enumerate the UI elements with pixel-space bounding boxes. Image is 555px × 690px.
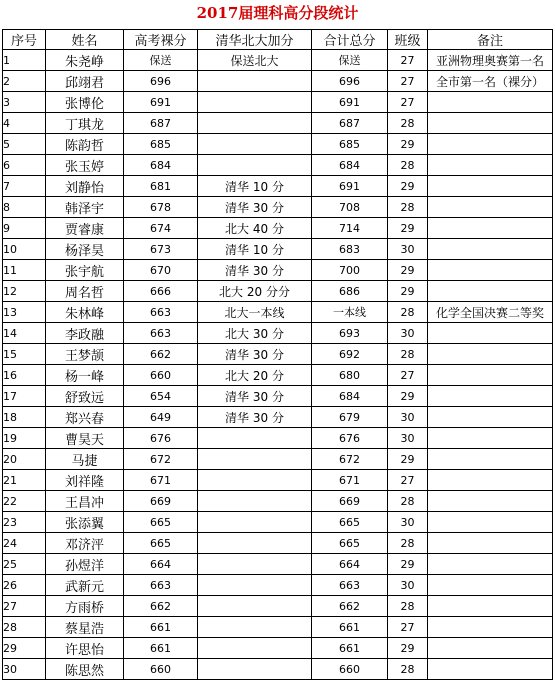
cell-class: 29: [388, 554, 428, 575]
cell-index: 23: [3, 512, 46, 533]
table-row: [3, 428, 553, 449]
cell-raw-score: 673: [124, 239, 198, 260]
cell-name: 朱尧峥: [46, 50, 124, 71]
cell-class: 27: [388, 92, 428, 113]
cell-class: 28: [388, 302, 428, 323]
cell-total: 保送: [312, 50, 388, 71]
cell-name: 杨一峰: [46, 365, 124, 386]
cell-index: 12: [3, 281, 46, 302]
cell-bonus: 清华 30 分: [198, 197, 312, 218]
table-row: [3, 71, 553, 92]
cell-notes: [428, 239, 553, 260]
cell-raw-score: 654: [124, 386, 198, 407]
cell-name: 邱翊君: [46, 71, 124, 92]
table-row: [3, 260, 553, 281]
cell-bonus: 清华 30 分: [198, 260, 312, 281]
cell-index: 1: [3, 50, 46, 71]
cell-class: 27: [388, 365, 428, 386]
cell-raw-score: 684: [124, 155, 198, 176]
cell-bonus: [198, 155, 312, 176]
cell-class: 29: [388, 638, 428, 659]
cell-index: 14: [3, 323, 46, 344]
cell-raw-score: 696: [124, 71, 198, 92]
cell-notes: [428, 470, 553, 491]
table-row: [3, 218, 553, 239]
cell-raw-score: 662: [124, 596, 198, 617]
cell-name: 陈思然: [46, 659, 124, 680]
cell-bonus: [198, 617, 312, 638]
cell-raw-score: 663: [124, 575, 198, 596]
cell-notes: [428, 92, 553, 113]
cell-index: 25: [3, 554, 46, 575]
cell-notes: [428, 554, 553, 575]
cell-raw-score: 661: [124, 617, 198, 638]
cell-total: 680: [312, 365, 388, 386]
cell-class: 29: [388, 176, 428, 197]
cell-name: 邓济泙: [46, 533, 124, 554]
cell-class: 27: [388, 470, 428, 491]
table-row: [3, 386, 553, 407]
cell-class: 30: [388, 428, 428, 449]
cell-total: 696: [312, 71, 388, 92]
cell-name: 丁琪龙: [46, 113, 124, 134]
cell-bonus: 清华 30 分: [198, 344, 312, 365]
cell-class: 27: [388, 50, 428, 71]
cell-name: 张玉婷: [46, 155, 124, 176]
cell-index: 29: [3, 638, 46, 659]
table-row: [3, 638, 553, 659]
cell-bonus: 北大一本线: [198, 302, 312, 323]
cell-name: 杨泽昊: [46, 239, 124, 260]
header-row: [3, 30, 553, 50]
table-header: [3, 30, 553, 50]
cell-bonus: [198, 512, 312, 533]
cell-index: 18: [3, 407, 46, 428]
table-row: [3, 92, 553, 113]
cell-class: 30: [388, 323, 428, 344]
cell-name: 张博伦: [46, 92, 124, 113]
cell-total: 684: [312, 386, 388, 407]
cell-raw-score: 669: [124, 491, 198, 512]
score-table: [2, 29, 553, 680]
cell-notes: [428, 176, 553, 197]
cell-notes: 化学全国决赛二等奖: [428, 302, 553, 323]
cell-index: 19: [3, 428, 46, 449]
cell-name: 武新元: [46, 575, 124, 596]
table-row: [3, 365, 553, 386]
cell-name: 陈韵哲: [46, 134, 124, 155]
cell-total: 665: [312, 512, 388, 533]
cell-notes: [428, 638, 553, 659]
cell-total: 685: [312, 134, 388, 155]
cell-bonus: [198, 533, 312, 554]
cell-raw-score: 662: [124, 344, 198, 365]
cell-raw-score: 664: [124, 554, 198, 575]
cell-raw-score: 666: [124, 281, 198, 302]
cell-notes: [428, 323, 553, 344]
cell-total: 714: [312, 218, 388, 239]
cell-name: 孙煜洋: [46, 554, 124, 575]
cell-notes: [428, 113, 553, 134]
cell-class: 28: [388, 659, 428, 680]
cell-name: 舒致远: [46, 386, 124, 407]
cell-name: 刘静怡: [46, 176, 124, 197]
cell-notes: [428, 575, 553, 596]
cell-notes: 亚洲物理奥赛第一名: [428, 50, 553, 71]
cell-raw-score: 660: [124, 365, 198, 386]
cell-total: 693: [312, 323, 388, 344]
table-row: [3, 659, 553, 680]
cell-total: 708: [312, 197, 388, 218]
cell-total: 692: [312, 344, 388, 365]
cell-bonus: 清华 30 分: [198, 407, 312, 428]
cell-raw-score: 665: [124, 533, 198, 554]
cell-bonus: [198, 554, 312, 575]
cell-name: 朱林峰: [46, 302, 124, 323]
cell-class: 28: [388, 533, 428, 554]
cell-bonus: 北大 20 分: [198, 365, 312, 386]
header-class: 班级: [388, 30, 428, 50]
cell-total: 665: [312, 533, 388, 554]
cell-index: 16: [3, 365, 46, 386]
cell-raw-score: 649: [124, 407, 198, 428]
cell-bonus: 清华 10 分: [198, 239, 312, 260]
cell-name: 马捷: [46, 449, 124, 470]
cell-notes: [428, 134, 553, 155]
cell-index: 24: [3, 533, 46, 554]
cell-total: 684: [312, 155, 388, 176]
cell-notes: [428, 428, 553, 449]
cell-class: 28: [388, 113, 428, 134]
cell-class: 27: [388, 71, 428, 92]
cell-total: 661: [312, 638, 388, 659]
cell-class: 30: [388, 407, 428, 428]
cell-notes: [428, 218, 553, 239]
cell-index: 7: [3, 176, 46, 197]
cell-class: 29: [388, 218, 428, 239]
cell-notes: [428, 659, 553, 680]
cell-total: 671: [312, 470, 388, 491]
cell-bonus: [198, 659, 312, 680]
cell-index: 2: [3, 71, 46, 92]
cell-bonus: 清华 30 分: [198, 386, 312, 407]
cell-total: 664: [312, 554, 388, 575]
cell-total: 669: [312, 491, 388, 512]
table-row: [3, 491, 553, 512]
cell-total: 686: [312, 281, 388, 302]
table-row: [3, 575, 553, 596]
header-total: 合计总分: [312, 30, 388, 50]
cell-notes: [428, 197, 553, 218]
cell-bonus: [198, 596, 312, 617]
cell-bonus: 北大 30 分: [198, 323, 312, 344]
cell-index: 13: [3, 302, 46, 323]
cell-class: 29: [388, 281, 428, 302]
cell-class: 28: [388, 344, 428, 365]
cell-total: 691: [312, 92, 388, 113]
table-row: [3, 176, 553, 197]
cell-class: 28: [388, 197, 428, 218]
header-raw-score: 高考裸分: [124, 30, 198, 50]
cell-index: 8: [3, 197, 46, 218]
cell-raw-score: 660: [124, 659, 198, 680]
cell-name: 曹昊天: [46, 428, 124, 449]
cell-total: 一本线: [312, 302, 388, 323]
table-body: [3, 50, 553, 680]
cell-name: 张添翼: [46, 512, 124, 533]
cell-notes: [428, 365, 553, 386]
cell-index: 11: [3, 260, 46, 281]
table-row: [3, 407, 553, 428]
cell-bonus: [198, 449, 312, 470]
cell-class: 28: [388, 596, 428, 617]
table-row: [3, 323, 553, 344]
cell-name: 刘祥隆: [46, 470, 124, 491]
cell-class: 27: [388, 617, 428, 638]
cell-index: 27: [3, 596, 46, 617]
cell-bonus: [198, 428, 312, 449]
cell-bonus: 保送北大: [198, 50, 312, 71]
cell-name: 蔡星浩: [46, 617, 124, 638]
cell-class: 28: [388, 155, 428, 176]
cell-index: 15: [3, 344, 46, 365]
cell-raw-score: 670: [124, 260, 198, 281]
cell-raw-score: 674: [124, 218, 198, 239]
cell-class: 29: [388, 386, 428, 407]
cell-index: 9: [3, 218, 46, 239]
cell-bonus: [198, 113, 312, 134]
table-row: [3, 239, 553, 260]
cell-bonus: 北大 40 分: [198, 218, 312, 239]
cell-raw-score: 685: [124, 134, 198, 155]
cell-total: 691: [312, 176, 388, 197]
table-row: [3, 512, 553, 533]
cell-name: 周名哲: [46, 281, 124, 302]
table-row: [3, 449, 553, 470]
cell-index: 28: [3, 617, 46, 638]
cell-notes: [428, 407, 553, 428]
cell-raw-score: 保送: [124, 50, 198, 71]
cell-class: 30: [388, 575, 428, 596]
cell-raw-score: 663: [124, 302, 198, 323]
cell-notes: [428, 449, 553, 470]
cell-raw-score: 661: [124, 638, 198, 659]
cell-index: 22: [3, 491, 46, 512]
cell-index: 3: [3, 92, 46, 113]
table-row: [3, 533, 553, 554]
cell-class: 29: [388, 260, 428, 281]
table-row: [3, 302, 553, 323]
cell-class: 29: [388, 134, 428, 155]
cell-class: 28: [388, 491, 428, 512]
table-row: [3, 554, 553, 575]
header-name: 姓名: [46, 30, 124, 50]
table-row: [3, 617, 553, 638]
cell-name: 张宇航: [46, 260, 124, 281]
cell-notes: [428, 155, 553, 176]
table-row: [3, 281, 553, 302]
cell-total: 663: [312, 575, 388, 596]
cell-bonus: [198, 575, 312, 596]
header-notes: 备注: [428, 30, 553, 50]
cell-total: 687: [312, 113, 388, 134]
cell-index: 10: [3, 239, 46, 260]
cell-bonus: [198, 134, 312, 155]
table-row: [3, 134, 553, 155]
cell-name: 许思怡: [46, 638, 124, 659]
cell-notes: [428, 260, 553, 281]
cell-total: 662: [312, 596, 388, 617]
table-row: [3, 596, 553, 617]
cell-bonus: [198, 638, 312, 659]
cell-notes: [428, 281, 553, 302]
cell-notes: 全市第一名（裸分）: [428, 71, 553, 92]
cell-raw-score: 678: [124, 197, 198, 218]
cell-notes: [428, 512, 553, 533]
cell-notes: [428, 617, 553, 638]
cell-index: 5: [3, 134, 46, 155]
table-row: [3, 470, 553, 491]
header-index: 序号: [3, 30, 46, 50]
cell-notes: [428, 344, 553, 365]
cell-name: 李政融: [46, 323, 124, 344]
cell-index: 6: [3, 155, 46, 176]
cell-name: 王昌冲: [46, 491, 124, 512]
cell-total: 672: [312, 449, 388, 470]
cell-bonus: [198, 470, 312, 491]
cell-index: 26: [3, 575, 46, 596]
cell-class: 30: [388, 512, 428, 533]
cell-class: 30: [388, 239, 428, 260]
cell-name: 韩泽宇: [46, 197, 124, 218]
cell-raw-score: 687: [124, 113, 198, 134]
cell-index: 4: [3, 113, 46, 134]
cell-index: 20: [3, 449, 46, 470]
cell-raw-score: 672: [124, 449, 198, 470]
cell-raw-score: 681: [124, 176, 198, 197]
cell-total: 679: [312, 407, 388, 428]
cell-notes: [428, 386, 553, 407]
cell-total: 661: [312, 617, 388, 638]
cell-class: 29: [388, 449, 428, 470]
page-title: 2017届理科高分段统计: [196, 4, 359, 22]
table-row: [3, 50, 553, 71]
cell-raw-score: 663: [124, 323, 198, 344]
cell-bonus: [198, 71, 312, 92]
cell-raw-score: 665: [124, 512, 198, 533]
cell-bonus: [198, 92, 312, 113]
cell-notes: [428, 533, 553, 554]
cell-total: 676: [312, 428, 388, 449]
cell-notes: [428, 596, 553, 617]
cell-name: 王梦颉: [46, 344, 124, 365]
table-row: [3, 197, 553, 218]
cell-name: 方雨桥: [46, 596, 124, 617]
cell-bonus: 北大 20 分分: [198, 281, 312, 302]
cell-total: 660: [312, 659, 388, 680]
cell-total: 700: [312, 260, 388, 281]
cell-raw-score: 691: [124, 92, 198, 113]
header-bonus: 清华北大加分: [198, 30, 312, 50]
cell-raw-score: 676: [124, 428, 198, 449]
cell-bonus: 清华 10 分: [198, 176, 312, 197]
cell-raw-score: 671: [124, 470, 198, 491]
cell-index: 30: [3, 659, 46, 680]
cell-notes: [428, 491, 553, 512]
cell-name: 郑兴春: [46, 407, 124, 428]
cell-index: 17: [3, 386, 46, 407]
cell-bonus: [198, 491, 312, 512]
table-row: [3, 344, 553, 365]
table-row: [3, 155, 553, 176]
cell-total: 683: [312, 239, 388, 260]
cell-name: 贾睿康: [46, 218, 124, 239]
table-row: [3, 113, 553, 134]
cell-index: 21: [3, 470, 46, 491]
